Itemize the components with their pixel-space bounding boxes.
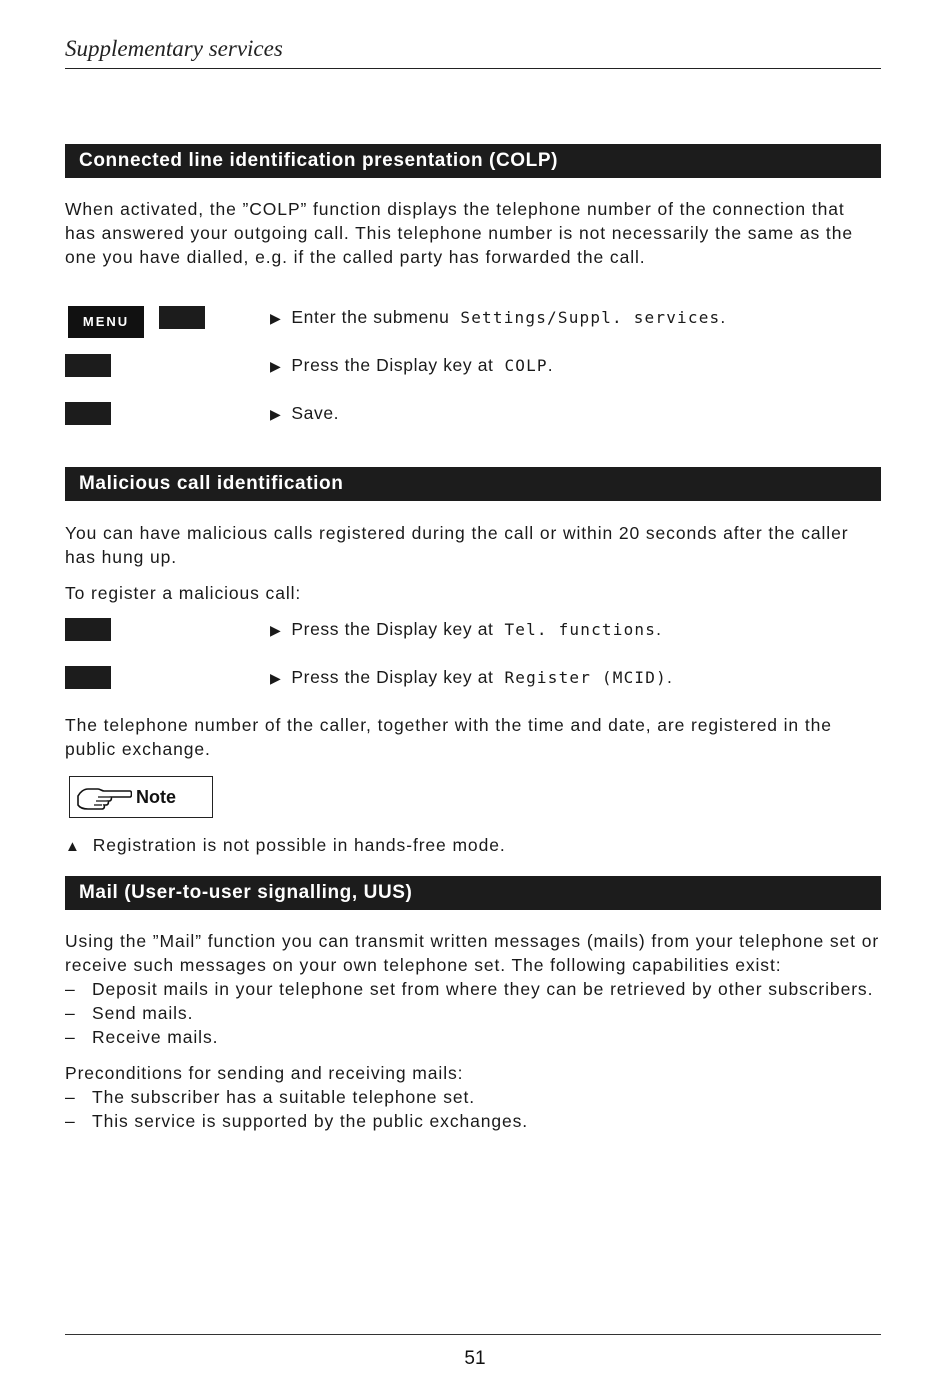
running-header: Supplementary services (65, 36, 283, 61)
step-text: Press the Display key at (291, 619, 494, 639)
list-item: – Send mails. (65, 1003, 194, 1023)
page-number: 51 (464, 1348, 486, 1369)
arrow-right-icon: ▶ (270, 622, 282, 638)
display-key-icon (65, 666, 111, 689)
mcid-lead: To register a malicious call: (65, 583, 302, 603)
step-press-colp (270, 353, 553, 377)
triangle-bullet-icon: ▲ (65, 838, 81, 855)
step-text: Press the Display key at (291, 355, 494, 375)
display-code: Tel. functions (504, 620, 657, 639)
step-end: . (547, 355, 554, 375)
arrow-right-icon: ▶ (270, 670, 282, 686)
step-end: . (720, 307, 726, 327)
list-item: – Receive mails. (65, 1027, 219, 1047)
display-code: COLP (504, 356, 548, 375)
header-rule (65, 68, 881, 69)
list-item: – This service is supported by the public exchanges. (65, 1111, 529, 1131)
display-key-icon (65, 354, 111, 377)
list-item-text: This service is supported by the public exchanges. (92, 1111, 529, 1131)
list-item-text: The subscriber has a suitable telephone set. (92, 1087, 476, 1107)
uus-capabilities-list (65, 977, 881, 1049)
display-key-icon (65, 402, 111, 425)
display-key-icon (65, 618, 111, 641)
colp-intro: When activated, the ”COLP” function displays the telephone number of the connection that has answered your outgoing call. This telephone number is not necessarily the same as the one you have dialled, e.g. if the called party has forwarded the call. (65, 199, 853, 267)
step-text: Enter the submenu (291, 307, 450, 327)
section-heading-colp: Connected line identification presentation (COLP) (65, 144, 881, 178)
footer-rule (65, 1334, 881, 1335)
note-item (65, 833, 506, 859)
list-item: – Deposit mails in your telephone set from where they can be retrieved by other subscribers. (65, 979, 874, 999)
section-heading-mcid: Malicious call identification (65, 467, 881, 501)
mcid-result: The telephone number of the caller, together with the time and date, are registered in the public exchange. (65, 715, 832, 759)
section-heading-uus: Mail (User-to-user signalling, UUS) (65, 876, 881, 910)
step-end: . (666, 667, 673, 687)
note-text: Registration is not possible in hands-free mode. (92, 835, 506, 855)
mcid-intro: You can have malicious calls registered during the call or within 20 seconds after the caller has hung up. (65, 523, 849, 567)
step-end: . (656, 619, 662, 639)
step-save (270, 401, 339, 425)
note-box (69, 776, 213, 818)
step-text: Save. (291, 403, 340, 423)
uus-preconditions-lead: Preconditions for sending and receiving mails: (65, 1063, 464, 1083)
step-enter-submenu (270, 305, 726, 329)
step-register-mcid (270, 665, 672, 689)
display-code: Settings/Suppl. services (460, 308, 721, 327)
display-code: Register (MCID) (504, 668, 667, 687)
key-icon (159, 306, 205, 329)
list-item-text: Send mails. (92, 1003, 194, 1023)
arrow-right-icon: ▶ (270, 406, 282, 422)
list-item-text: Deposit mails in your telephone set from where they can be retrieved by other subscribers. (92, 979, 874, 999)
step-text: Press the Display key at (291, 667, 494, 687)
step-tel-functions (270, 617, 662, 641)
uus-intro: Using the ”Mail” function you can transmit written messages (mails) from your telephone set or receive such messages on your own telephone set. The following capabilities exist: (65, 931, 880, 975)
arrow-right-icon: ▶ (270, 358, 282, 374)
pointing-hand-icon (76, 783, 132, 811)
menu-key: MENU (68, 306, 144, 338)
uus-preconditions-list (65, 1085, 881, 1133)
list-item: – The subscriber has a suitable telephone set. (65, 1087, 476, 1107)
note-label: Note (136, 787, 176, 807)
list-item-text: Receive mails. (92, 1027, 219, 1047)
arrow-right-icon: ▶ (270, 310, 282, 326)
